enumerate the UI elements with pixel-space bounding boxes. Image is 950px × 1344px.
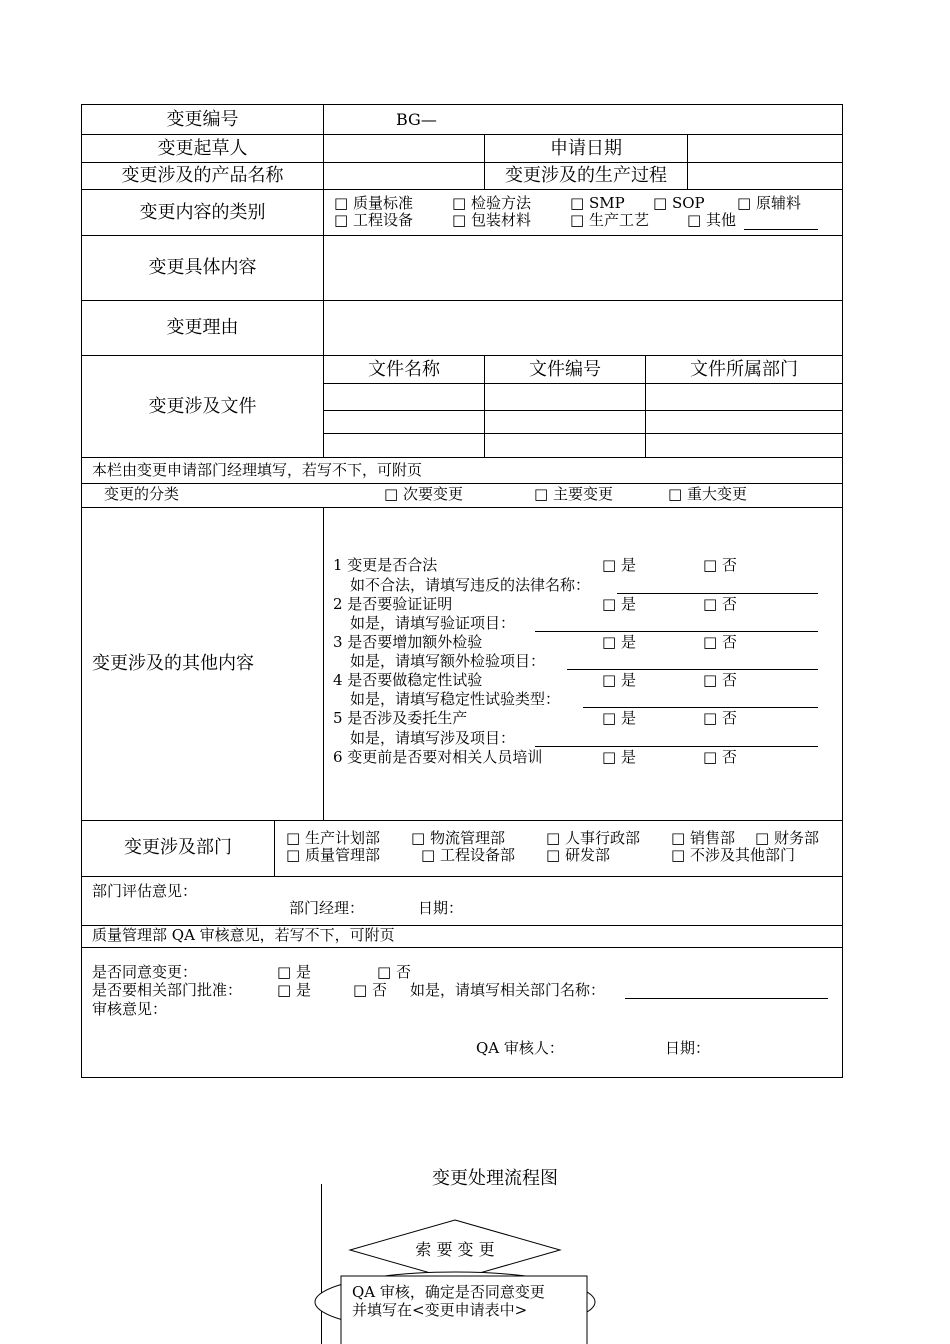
category-option-process[interactable]: □ 生产工艺 <box>570 211 649 229</box>
category-other-blank[interactable] <box>744 229 818 230</box>
change-no-value[interactable]: BG— <box>396 110 437 129</box>
flowchart-diamond-text: 索 要 变 更 <box>415 1240 495 1259</box>
category-option-raw-material[interactable]: □ 原辅料 <box>737 194 801 212</box>
question-6-no[interactable]: □ 否 <box>703 748 737 766</box>
flowchart-title: 变更处理流程图 <box>432 1168 558 1189</box>
agree-label: 是否同意变更： <box>92 963 198 981</box>
question-3-blank[interactable] <box>567 669 818 670</box>
question-4-yes[interactable]: □ 是 <box>602 671 636 689</box>
question-3-yes[interactable]: □ 是 <box>602 633 636 651</box>
category-option-sop[interactable]: □ SOP <box>653 194 705 212</box>
row-line <box>81 134 843 135</box>
dept-option-quality[interactable]: □ 质量管理部 <box>286 846 380 864</box>
row-line <box>81 483 843 484</box>
agree-no[interactable]: □ 否 <box>377 963 411 981</box>
col-line <box>687 134 688 190</box>
question-3-follow: 如是，请填写额外检验项目： <box>350 652 546 670</box>
files-header-name: 文件名称 <box>368 359 440 380</box>
dept-eval-label: 部门评估意见： <box>92 882 198 900</box>
category-option-test-method[interactable]: □ 检验方法 <box>452 194 531 212</box>
row-line <box>81 235 843 236</box>
file-row-line <box>323 383 843 384</box>
question-3-no[interactable]: □ 否 <box>703 633 737 651</box>
category-label: 变更内容的类别 <box>139 202 266 223</box>
question-1: 1 变更是否合法 <box>333 556 438 574</box>
drafter-label: 变更起草人 <box>157 138 248 159</box>
flowchart-box-line1: QA 审核，确定是否同意变更 <box>352 1283 545 1301</box>
dept-manager-note: 本栏由变更申请部门经理填写，若写不下，可附页 <box>92 461 423 479</box>
question-2-yes[interactable]: □ 是 <box>602 595 636 613</box>
category-option-packaging[interactable]: □ 包装材料 <box>452 211 531 229</box>
classification-critical[interactable]: □ 重大变更 <box>668 485 747 503</box>
content-label: 变更具体内容 <box>148 257 257 278</box>
question-4-no[interactable]: □ 否 <box>703 671 737 689</box>
row-line <box>81 189 843 190</box>
row-line <box>81 947 843 948</box>
classification-major[interactable]: □ 主要变更 <box>534 485 613 503</box>
question-5-follow: 如是，请填写涉及项目： <box>350 729 516 747</box>
question-1-blank[interactable] <box>617 593 818 594</box>
row-line <box>81 507 843 508</box>
departments-label: 变更涉及部门 <box>124 837 232 858</box>
question-6: 6 变更前是否要对相关人员培训 <box>333 748 543 766</box>
col-line <box>274 820 275 877</box>
question-6-yes[interactable]: □ 是 <box>602 748 636 766</box>
qa-note: 质量管理部 QA 审核意见，若写不下，可附页 <box>92 926 395 944</box>
product-label: 变更涉及的产品名称 <box>121 165 284 186</box>
question-1-yes[interactable]: □ 是 <box>602 556 636 574</box>
question-4: 4 是否要做稳定性试验 <box>333 671 483 689</box>
approval-no[interactable]: □ 否 <box>353 981 387 999</box>
question-2-blank[interactable] <box>535 631 818 632</box>
category-option-other[interactable]: □ 其他 <box>687 211 736 229</box>
question-2: 2 是否要验证证明 <box>333 595 453 613</box>
row-line <box>81 162 843 163</box>
reason-label: 变更理由 <box>166 317 239 338</box>
form-border-top <box>81 104 843 105</box>
flowchart-shapes <box>300 1210 620 1344</box>
question-1-no[interactable]: □ 否 <box>703 556 737 574</box>
classification-minor[interactable]: □ 次要变更 <box>384 485 463 503</box>
category-option-smp[interactable]: □ SMP <box>570 194 625 212</box>
file-row-line <box>323 410 843 411</box>
col-line <box>323 104 324 458</box>
question-5-no[interactable]: □ 否 <box>703 709 737 727</box>
dept-option-logistics[interactable]: □ 物流管理部 <box>411 829 505 847</box>
apply-date-label: 申请日期 <box>550 138 622 159</box>
file-row-line <box>323 433 843 434</box>
approval-follow: 如是，请填写相关部门名称： <box>410 981 606 999</box>
category-option-equipment[interactable]: □ 工程设备 <box>334 211 413 229</box>
files-header-dept: 文件所属部门 <box>690 359 798 380</box>
dept-option-production-planning[interactable]: □ 生产计划部 <box>286 829 380 847</box>
agree-yes[interactable]: □ 是 <box>277 963 311 981</box>
question-5-yes[interactable]: □ 是 <box>602 709 636 727</box>
dept-manager-sign: 部门经理： <box>289 899 365 917</box>
dept-eval-date: 日期： <box>418 899 464 917</box>
dept-option-finance[interactable]: □ 财务部 <box>755 829 819 847</box>
row-line <box>81 300 843 301</box>
row-line <box>81 355 843 356</box>
col-line <box>323 507 324 821</box>
dept-option-sales[interactable]: □ 销售部 <box>671 829 735 847</box>
question-5-blank[interactable] <box>535 746 818 747</box>
classification-label: 变更的分类 <box>104 485 180 503</box>
dept-option-rnd[interactable]: □ 研发部 <box>546 846 610 864</box>
form-border-left <box>81 104 82 1078</box>
qa-reviewer: QA 审核人： <box>476 1039 564 1057</box>
form-border-bottom <box>81 1077 843 1078</box>
files-label: 变更涉及文件 <box>148 396 257 417</box>
question-2-follow: 如是，请填写验证项目： <box>350 614 516 632</box>
form-border-right <box>842 104 843 1078</box>
dept-option-hr-admin[interactable]: □ 人事行政部 <box>546 829 640 847</box>
change-no-label: 变更编号 <box>166 109 239 130</box>
question-4-blank[interactable] <box>583 707 818 708</box>
flowchart-box-line2: 并填写在<变更申请表中> <box>352 1301 528 1319</box>
qa-date: 日期： <box>665 1039 711 1057</box>
approval-yes[interactable]: □ 是 <box>277 981 311 999</box>
question-4-follow: 如是，请填写稳定性试验类型： <box>350 690 561 708</box>
row-line <box>81 457 843 458</box>
approval-label: 是否要相关部门批准： <box>92 981 243 999</box>
other-content-label: 变更涉及的其他内容 <box>92 653 254 674</box>
process-label: 变更涉及的生产过程 <box>505 165 667 186</box>
dept-option-none[interactable]: □ 不涉及其他部门 <box>671 846 795 864</box>
question-3: 3 是否要增加额外检验 <box>333 633 483 651</box>
question-1-follow: 如不合法，请填写违反的法律名称： <box>350 576 591 594</box>
question-2-no[interactable]: □ 否 <box>703 595 737 613</box>
question-5: 5 是否涉及委托生产 <box>333 709 468 727</box>
category-option-quality-standard[interactable]: □ 质量标准 <box>334 194 413 212</box>
row-line <box>81 820 843 821</box>
review-label: 审核意见： <box>92 1000 168 1018</box>
files-header-number: 文件编号 <box>529 359 601 380</box>
approval-dept-blank[interactable] <box>625 998 828 999</box>
dept-option-engineering[interactable]: □ 工程设备部 <box>421 846 515 864</box>
row-line <box>81 876 843 877</box>
